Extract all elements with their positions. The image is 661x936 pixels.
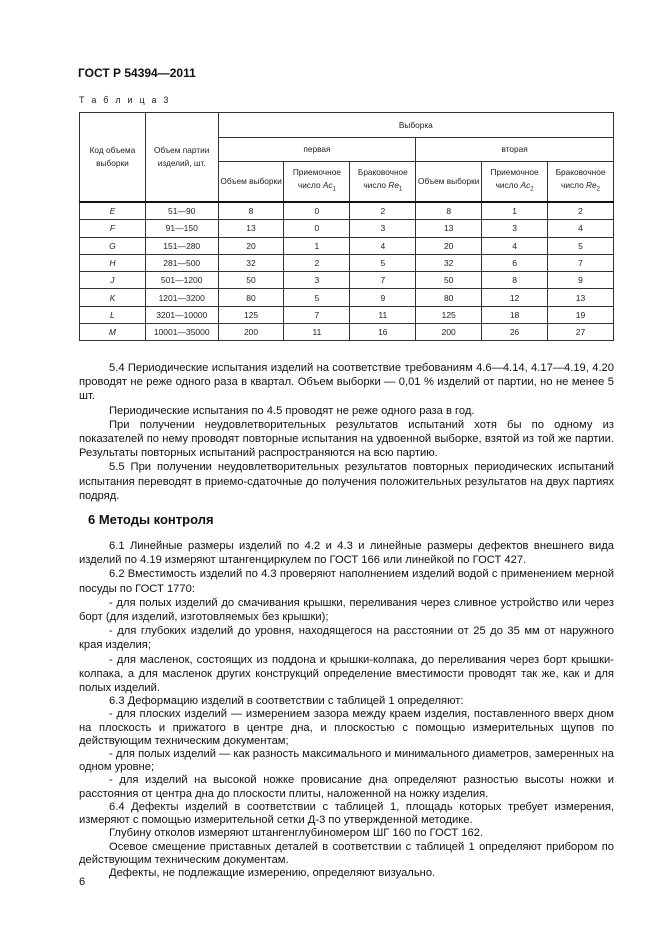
- table-cell: 2: [350, 202, 416, 220]
- subcol-index: 1: [398, 186, 403, 193]
- table-cell: 8: [416, 202, 482, 220]
- subcol-symbol: Ac: [322, 180, 333, 191]
- table-cell: 0: [284, 202, 350, 220]
- subcol-index: 1: [332, 186, 336, 193]
- table-cell: 10001—35000: [145, 324, 218, 341]
- table-cell: 20: [416, 237, 482, 254]
- table-cell: 1: [284, 237, 350, 254]
- table-cell: 12: [482, 289, 548, 306]
- table-cell: 50: [416, 272, 482, 289]
- subcol-symbol: Re: [388, 180, 399, 191]
- paragraph: - для полых изделий до смачивания крышки, переливания через сливное устройство или через борт (для изделий, изготовляемых без крышки);: [79, 596, 614, 624]
- paragraph: - для масленок, состоящих из поддона и крышки-колпака, до переливания через борт крышки-колпака, а для масленок других конструкций определение вместимости проводят так же, как и для полых изделий.: [79, 653, 614, 695]
- table-cell: 5: [350, 254, 416, 271]
- paragraph: - для глубоких изделий до уровня, находящегося на расстоянии от 25 до 35 мм от наружного края изделия;: [79, 625, 614, 652]
- header-subcol: [284, 162, 350, 203]
- header-subcol: [548, 162, 614, 203]
- header-subcol: [482, 162, 548, 203]
- paragraph: Дефекты, не подлежащие измерению, определяют визуально.: [109, 866, 436, 879]
- table-cell: 13: [218, 220, 284, 237]
- table-cell: 151—280: [145, 237, 218, 254]
- paragraph: При получении неудовлетворительных результатов испытаний хотя бы по одному из показателей по нему проводят повторные испытания на удвоенной выборке, взятой из той же партии. Результаты повторных испытаний распространяются на всю партию.: [79, 418, 614, 460]
- header-subcol: [218, 162, 284, 203]
- table-cell: 8: [218, 202, 284, 220]
- table-cell: 9: [350, 289, 416, 306]
- table-cell: 7: [284, 306, 350, 323]
- paragraph: 6.4 Дефекты изделий в соответствии с таблицей 1, площадь которых требует измерения, измеряют с помощью измерительной сетки Д-3 по утвержденной методике.: [79, 800, 614, 827]
- table-cell: 5: [284, 289, 350, 306]
- subcol-symbol: Re: [586, 180, 597, 191]
- table-cell: 50: [218, 272, 284, 289]
- header-lot-size: Объем партии изделий, шт.: [145, 113, 218, 203]
- table-cell: 51—90: [145, 202, 218, 220]
- table-cell: 3201—10000: [145, 306, 218, 323]
- paragraph: 6.2 Вместимость изделий по 4.3 проверяют наполнением изделий водой с применением мерной посуды по ГОСТ 1770:: [79, 568, 614, 595]
- table-row: [80, 306, 614, 323]
- table-cell: 4: [350, 237, 416, 254]
- table-cell: 13: [548, 289, 614, 306]
- paragraph: 5.5 При получении неудовлетворительных результатов повторных периодических испытаний испытания переводят в приемо-сдаточные до получения положительных результатов на двух партиях подряд.: [79, 461, 614, 502]
- paragraph: Глубину отколов измеряют штангенглубиномером ШГ 160 по ГОСТ 162.: [109, 827, 484, 840]
- table-cell: 32: [218, 254, 284, 271]
- cell-code: G: [80, 237, 146, 254]
- subcol-index: 2: [596, 186, 600, 193]
- table-cell: 11: [350, 306, 416, 323]
- page-number: 6: [79, 876, 86, 888]
- table-cell: 200: [218, 324, 284, 341]
- table-cell: 19: [548, 306, 614, 323]
- table-cell: 125: [218, 306, 284, 323]
- table-cell: 1: [482, 202, 548, 220]
- cell-code: E: [80, 202, 146, 220]
- table-caption: Т а б л и ц а 3: [79, 95, 171, 105]
- paragraph: - для изделий на высокой ножке провисание дна определяют разностью высоты ножки и расстояния от центра дна до плоскости плиты, наложенной на ножку изделия.: [79, 774, 614, 800]
- table-cell: 2: [548, 202, 614, 220]
- header-code: Код объема выборки: [80, 113, 146, 203]
- sampling-table: [79, 112, 614, 341]
- cell-code: L: [80, 306, 146, 323]
- header-first: первая: [218, 138, 416, 162]
- paragraph: 6.3 Деформацию изделий в соответствии с таблицей 1 определяют:: [109, 695, 464, 708]
- table-cell: 501—1200: [145, 272, 218, 289]
- table-row: [80, 237, 614, 254]
- subcol-label: Браковочное число: [555, 167, 606, 191]
- cell-code: M: [80, 324, 146, 341]
- table-cell: 32: [416, 254, 482, 271]
- table-cell: 91—150: [145, 220, 218, 237]
- table-row: [80, 272, 614, 289]
- document-code: ГОСТ Р 54394—2011: [78, 66, 196, 80]
- table-cell: 11: [284, 324, 350, 341]
- cell-code: K: [80, 289, 146, 306]
- header-subcol: [416, 162, 482, 203]
- subcol-index: 2: [530, 186, 534, 193]
- cell-code: F: [80, 220, 146, 237]
- table-cell: 200: [416, 324, 482, 341]
- subcol-label: Приемочное число: [490, 167, 539, 191]
- paragraph: - для полых изделий — как разность максимального и минимального диаметров, замеренных на одном уровне;: [79, 748, 614, 774]
- table-row: [80, 289, 614, 306]
- paragraph: 5.4 Периодические испытания изделий на соответствие требованиям 4.6—4.14, 4.17—4.19, 4.20 проводят не реже одного раза в квартал. Объем выборки — 0,01 % изделий от партии, но не менее 5 шт.: [79, 362, 614, 403]
- cell-code: H: [80, 254, 146, 271]
- table-cell: 80: [218, 289, 284, 306]
- table-cell: 80: [416, 289, 482, 306]
- subcol-label: Браковочное число: [357, 167, 408, 191]
- table-cell: 7: [350, 272, 416, 289]
- subcol-symbol: Ac: [520, 180, 531, 191]
- table-row: [80, 202, 614, 220]
- paragraph: Осевое смещение приставных деталей в соответствии с таблицей 1 определяют прибором по действующим техническим документам.: [79, 840, 614, 866]
- table-cell: 8: [482, 272, 548, 289]
- body-text: [79, 361, 614, 880]
- table-cell: 9: [548, 272, 614, 289]
- table-row: [80, 220, 614, 237]
- table-cell: 5: [548, 237, 614, 254]
- header-subcol: [350, 162, 416, 203]
- table-cell: 13: [416, 220, 482, 237]
- table-cell: 26: [482, 324, 548, 341]
- table-cell: 18: [482, 306, 548, 323]
- paragraph: - для плоских изделий — измерением зазора между краем изделия, поставленного вверх дном на плоскость и прижатого в центре дна, и плоскостью с помощью измерительных щупов по действующим техническим документам;: [79, 708, 614, 747]
- header-second: вторая: [416, 138, 614, 162]
- section-heading: 6 Методы контроля: [88, 512, 214, 528]
- table-cell: 4: [482, 237, 548, 254]
- paragraph: 6.1 Линейные размеры изделий по 4.2 и 4.3 и линейные размеры дефектов внешнего вида изделий по 4.19 измеряют штангенциркулем по ГОСТ 166 или линейкой по ГОСТ 427.: [79, 540, 614, 567]
- subcol-label: Объем выборки: [220, 176, 282, 186]
- table-cell: 7: [548, 254, 614, 271]
- table-cell: 1201—3200: [145, 289, 218, 306]
- table-cell: 281—500: [145, 254, 218, 271]
- table-cell: 27: [548, 324, 614, 341]
- table-cell: 2: [284, 254, 350, 271]
- subcol-label: Объем выборки: [418, 176, 480, 186]
- table-cell: 0: [284, 220, 350, 237]
- table-cell: 3: [482, 220, 548, 237]
- table-cell: 4: [548, 220, 614, 237]
- table-cell: 20: [218, 237, 284, 254]
- header-sample: Выборка: [218, 113, 613, 138]
- subcol-label: Приемочное число: [292, 167, 341, 191]
- table-cell: 125: [416, 306, 482, 323]
- table-cell: 16: [350, 324, 416, 341]
- table-cell: 3: [350, 220, 416, 237]
- table-row: [80, 254, 614, 271]
- paragraph: Периодические испытания по 4.5 проводят не реже одного раза в год.: [109, 404, 475, 417]
- table-cell: 6: [482, 254, 548, 271]
- cell-code: J: [80, 272, 146, 289]
- table-cell: 3: [284, 272, 350, 289]
- table-row: [80, 324, 614, 341]
